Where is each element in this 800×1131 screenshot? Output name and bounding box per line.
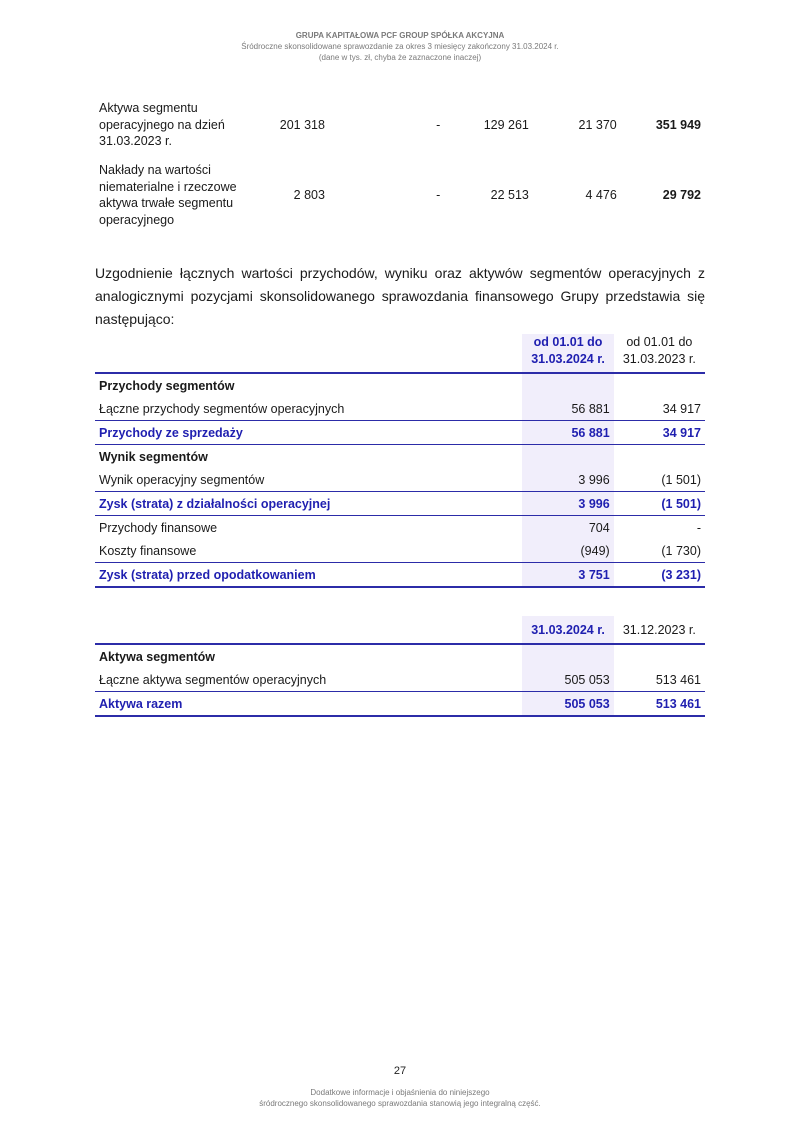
- cell-current: (949): [522, 539, 613, 563]
- table-row: [95, 468, 705, 492]
- row-label: Przychody finansowe: [99, 520, 218, 535]
- cell-previous: [614, 445, 705, 469]
- cell-current: 505 053: [522, 668, 613, 692]
- page-number: 27: [393, 1065, 407, 1077]
- cell-current: 3 751: [522, 563, 613, 588]
- table-row: [95, 668, 705, 692]
- cell-value: -: [436, 117, 441, 132]
- row-label: Koszty finansowe: [99, 543, 197, 558]
- row-label: Aktywa razem: [99, 696, 183, 711]
- footer-line: Dodatkowe informacje i objaśnienia do niniejszego: [310, 1088, 490, 1097]
- header-previous-period: [614, 334, 705, 373]
- row-label: Wynik operacyjny segmentów: [99, 472, 265, 487]
- header-units-note: (dane w tys. zł, chyba że zaznaczone inaczej): [318, 53, 482, 62]
- row-label: Przychody ze sprzedaży: [99, 425, 243, 440]
- table-row: [95, 539, 705, 563]
- segment-assets-table: [95, 98, 705, 238]
- cell-previous: (1 501): [661, 472, 701, 487]
- total-row: [95, 563, 705, 588]
- cell-value: 201 318: [279, 117, 325, 132]
- cell-value: 4 476: [585, 187, 617, 202]
- cell-value: 129 261: [483, 117, 529, 132]
- cell-current: [522, 373, 613, 397]
- header-line: 31.03.2023 r.: [622, 352, 696, 366]
- reconciliation-paragraph: Uzgodnienie łącznych wartości przychodów, wyniku oraz aktywów segmentów operacyjnych z analogicznymi pozycjami skonsolidowanego sprawozdania finansowego Grupy przedstawia się następująco:: [95, 265, 705, 327]
- header-line: 31.03.2024 r.: [531, 352, 605, 366]
- total-row: [95, 692, 705, 717]
- cell-previous: (1 501): [661, 496, 701, 511]
- row-label: Wynik segmentów: [99, 449, 208, 464]
- row-label: Aktywa segmentu operacyjnego na dzień 31.03.2023 r.: [99, 101, 225, 149]
- cell-current: 704: [522, 516, 613, 540]
- header-blank: [95, 616, 522, 644]
- cell-previous: 513 461: [655, 672, 701, 687]
- table-row: [95, 152, 705, 238]
- cell-current: 505 053: [522, 692, 613, 717]
- row-label: Zysk (strata) przed opodatkowaniem: [99, 567, 316, 582]
- header-blank: [95, 334, 522, 373]
- table-row: [95, 98, 705, 152]
- cell-previous: (1 730): [661, 543, 701, 558]
- cell-current: 3 996: [522, 468, 613, 492]
- cell-value: 2 803: [293, 187, 325, 202]
- cell-current: [522, 445, 613, 469]
- section-row: [95, 373, 705, 397]
- cell-current: 56 881: [522, 421, 613, 445]
- cell-current: [522, 644, 613, 668]
- document-header: [0, 30, 800, 63]
- cell-value: 22 513: [490, 187, 529, 202]
- header-report-title: Śródroczne skonsolidowane sprawozdanie za okres 3 miesięcy zakończony 31.03.2024 r.: [241, 42, 559, 51]
- row-label: Przychody segmentów: [99, 378, 235, 393]
- table-row: [95, 397, 705, 421]
- cell-total: 29 792: [662, 187, 701, 202]
- row-label: Łączne aktywa segmentów operacyjnych: [99, 672, 327, 687]
- cell-previous: 34 917: [662, 425, 701, 440]
- cell-total: 351 949: [655, 117, 701, 132]
- header-line: od 01.01 do: [533, 335, 603, 349]
- assets-table: [95, 616, 705, 717]
- cell-previous: -: [696, 520, 701, 535]
- cell-previous: (3 231): [661, 567, 701, 582]
- cell-previous: 34 917: [662, 401, 701, 416]
- reconciliation-table: [95, 334, 705, 588]
- cell-value: -: [436, 187, 441, 202]
- cell-previous: 513 461: [655, 696, 701, 711]
- footer-line: śródrocznego skonsolidowanego sprawozdania stanowią jego integralną część.: [259, 1099, 541, 1108]
- cell-current: 56 881: [522, 397, 613, 421]
- header-previous-date: 31.12.2023 r.: [622, 623, 696, 637]
- header-company-name: GRUPA KAPITAŁOWA PCF GROUP SPÓŁKA AKCYJNA: [295, 31, 505, 40]
- cell-value: 21 370: [578, 117, 617, 132]
- table-header-row: [95, 334, 705, 373]
- header-current-period: [522, 334, 613, 373]
- table-header-row: [95, 616, 705, 644]
- row-label: Nakłady na wartości niematerialne i rzeczowe aktywa trwałe segmentu operacyjnego: [99, 163, 237, 227]
- row-label: Aktywa segmentów: [99, 649, 216, 664]
- section-row: [95, 644, 705, 668]
- row-label: Zysk (strata) z działalności operacyjnej: [99, 496, 331, 511]
- row-label: Łączne przychody segmentów operacyjnych: [99, 401, 345, 416]
- section-row: [95, 445, 705, 469]
- header-current-date: 31.03.2024 r.: [522, 616, 613, 644]
- total-row: [95, 492, 705, 516]
- total-row: [95, 421, 705, 445]
- document-footer: [0, 1087, 800, 1109]
- cell-current: 3 996: [522, 492, 613, 516]
- cell-previous: [614, 373, 705, 397]
- table-row: [95, 516, 705, 540]
- cell-previous: [614, 644, 705, 668]
- header-line: od 01.01 do: [626, 335, 693, 349]
